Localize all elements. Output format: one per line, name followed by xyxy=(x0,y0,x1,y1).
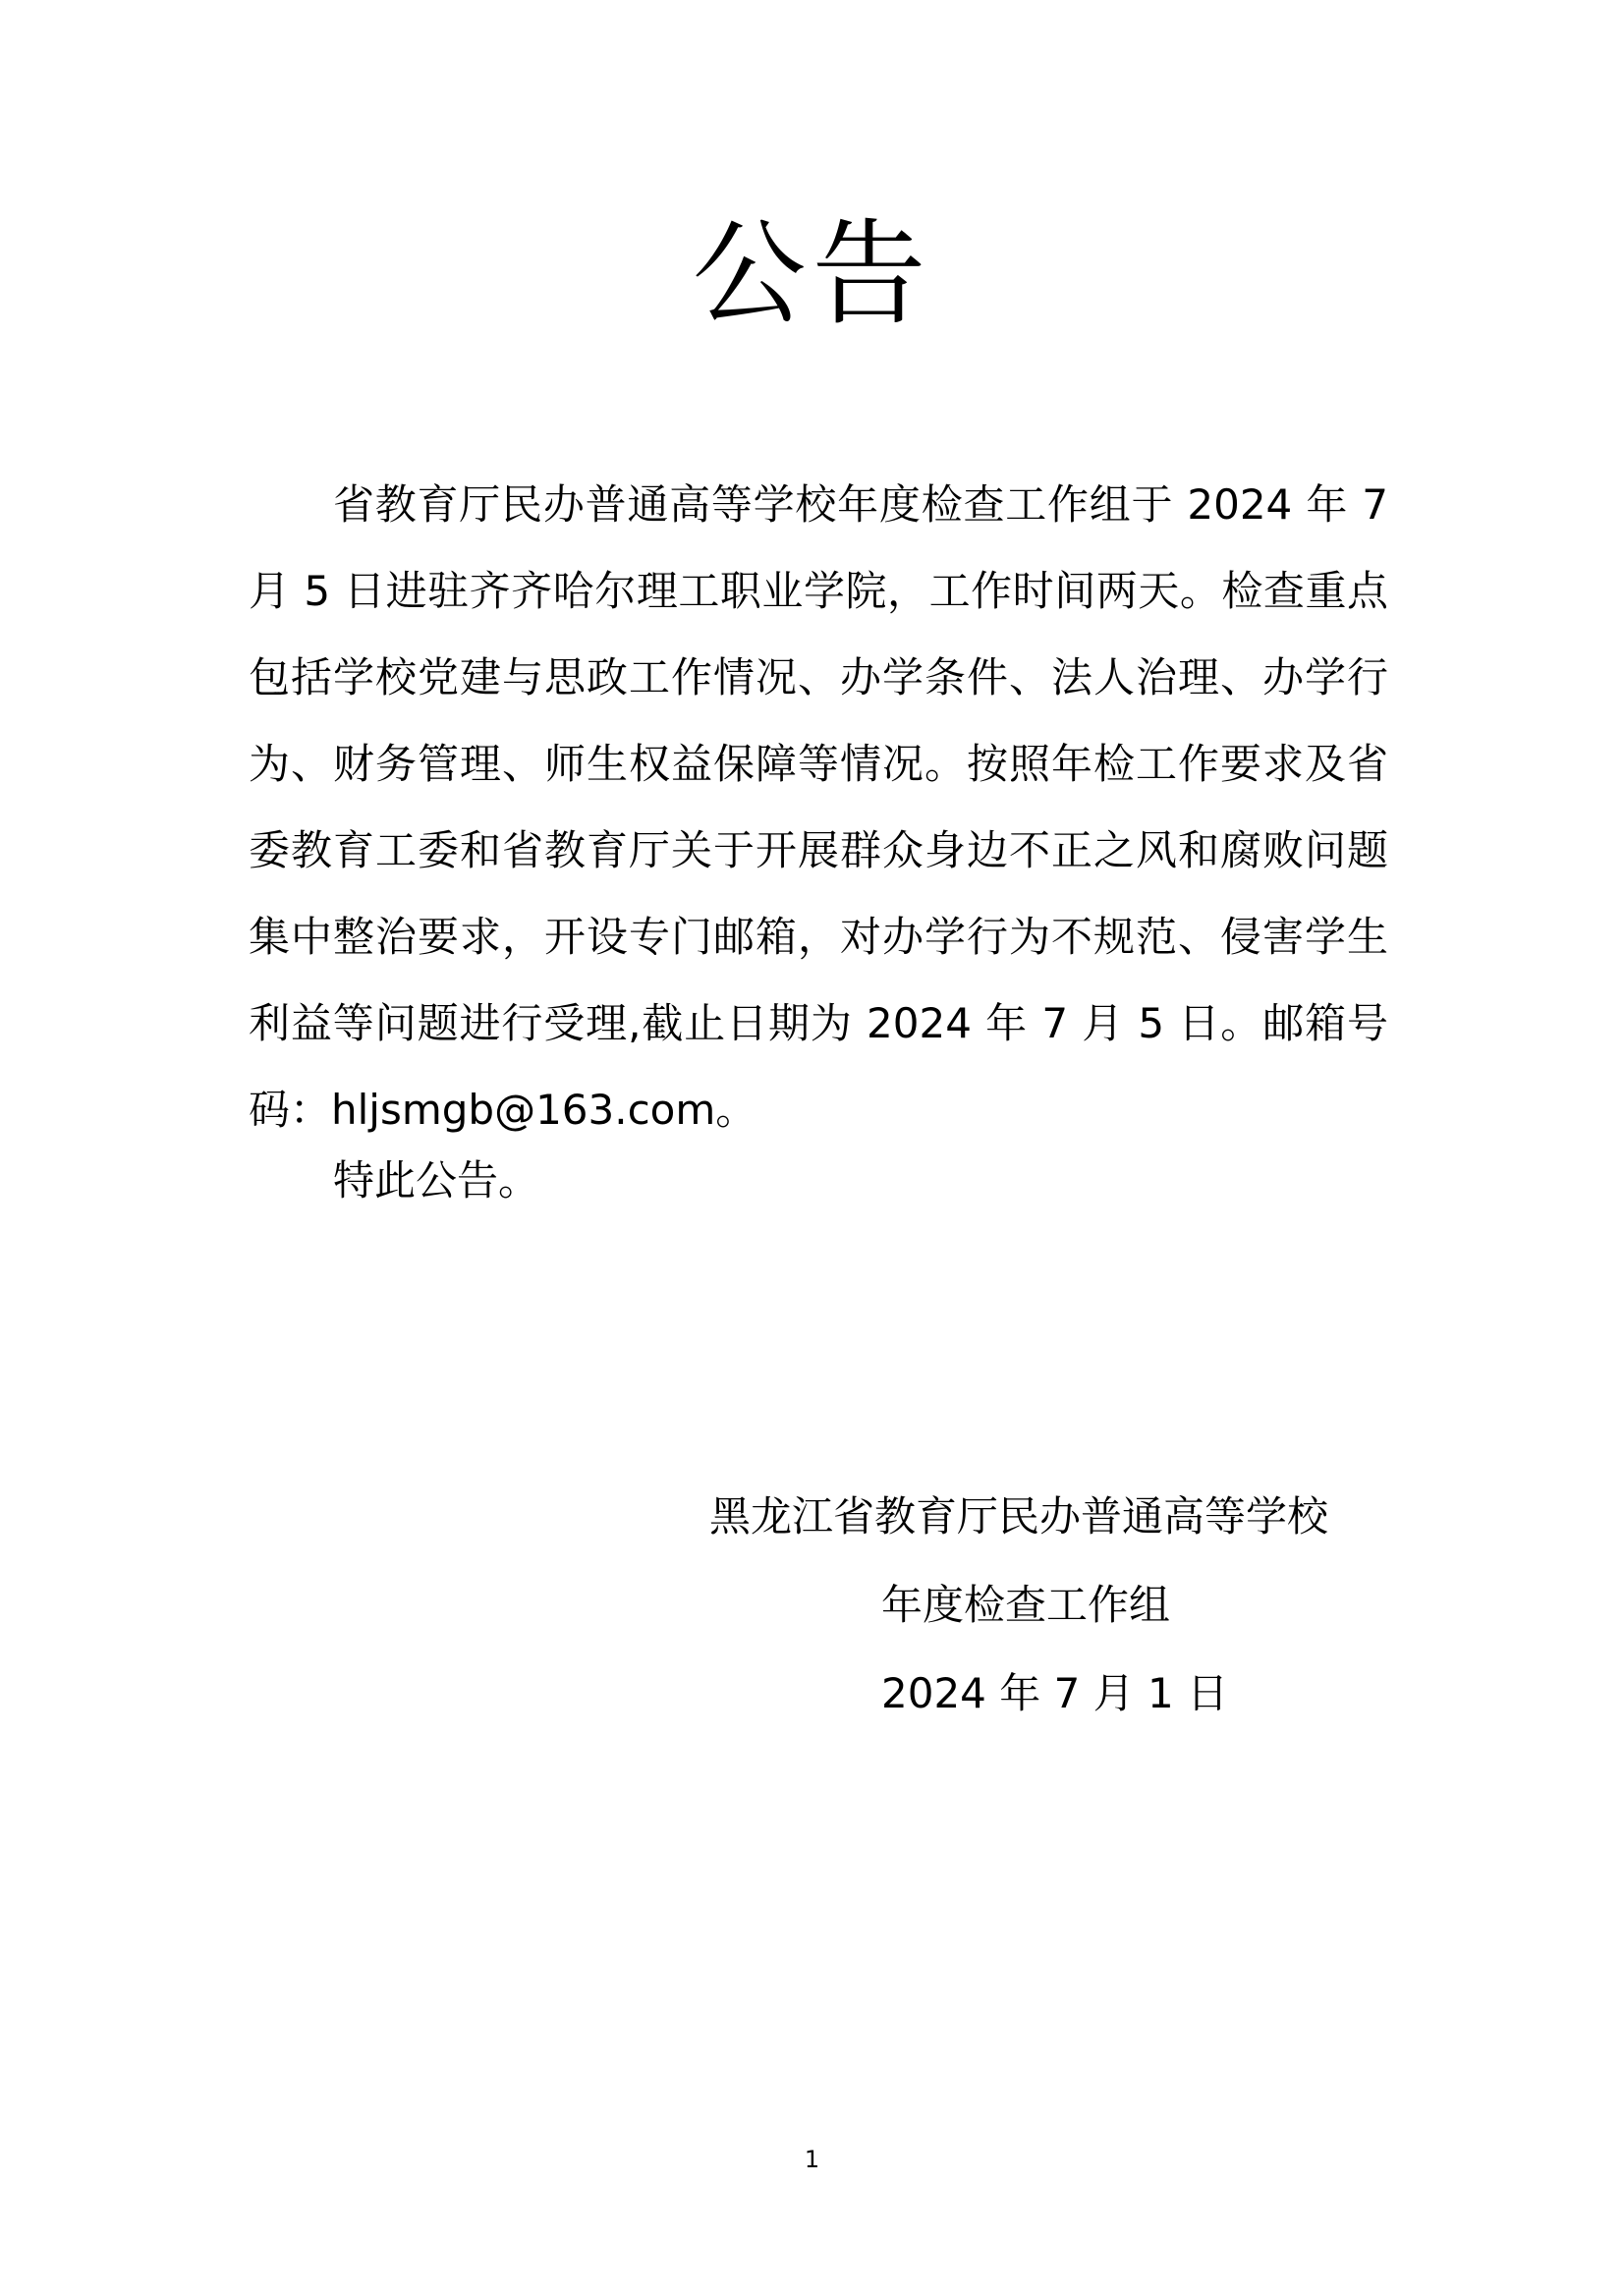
announcement-body: 省教育厅民办普通高等学校年度检查工作组于 2024 年 7 月 5 日进驻齐齐哈尔理工职业学院，工作时间两天。检查重点包括学校党建与思政工作情况、办学条件、法人治理、办学行为、财务管理、师生权益保障等情况。按照年检工作要求及省委教育工委和省教育厅关于开展群众身边不正之风和腐败问题集中整治要求，开设专门邮箱，对办学行为不规范、侵害学生利益等问题进行受理,截止日期为 2024 年 7 月 5 日。邮箱号码：hljsmgb@163.com。 xyxy=(249,480,1388,1134)
signature-organization: 黑龙江省教育厅民办普通高等学校 xyxy=(709,1492,1329,1540)
signature-date: 2024 年 7 月 1 日 xyxy=(881,1669,1229,1717)
signature-group: 年度检查工作组 xyxy=(881,1581,1171,1629)
page-title: 公告 xyxy=(692,208,932,341)
page-number: 1 xyxy=(804,2146,820,2173)
closing-statement: 特此公告。 xyxy=(333,1156,540,1204)
